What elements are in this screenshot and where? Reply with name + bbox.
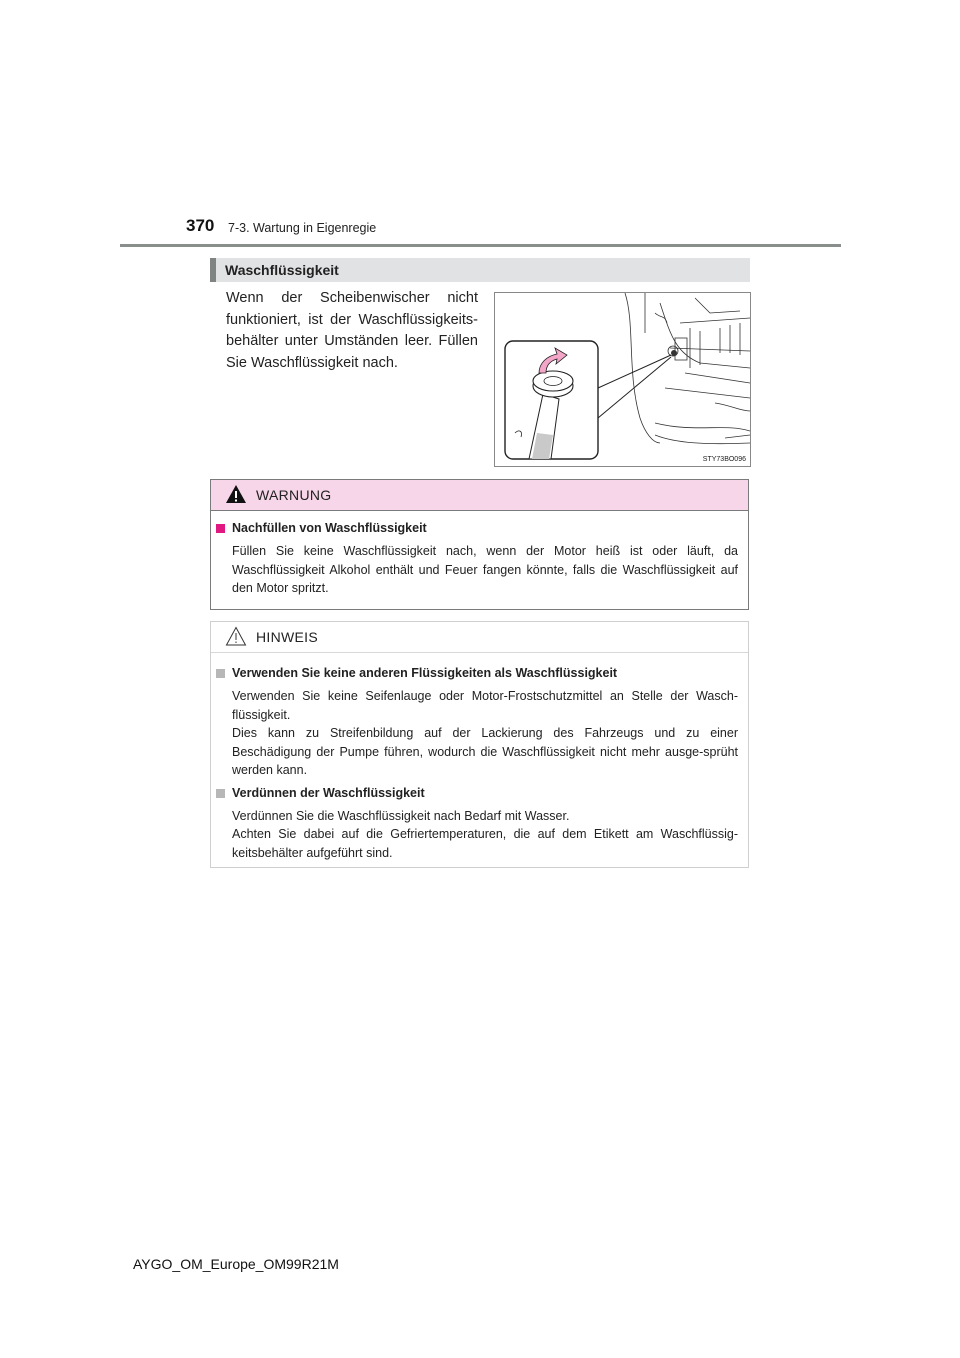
section-heading-accent	[210, 258, 216, 282]
caution-triangle-outline-icon	[225, 625, 247, 647]
square-bullet-icon	[216, 524, 225, 533]
washer-reservoir-illustration	[494, 292, 751, 467]
section-reference: 7-3. Wartung in Eigenregie	[228, 221, 377, 235]
notice-item-title-text: Verwenden Sie keine anderen Flüssigkeiten als Waschflüssigkeit	[232, 666, 618, 680]
page-number: 370	[186, 216, 215, 235]
figure-code: STY73BO096	[702, 456, 746, 463]
notice-item-title	[214, 786, 748, 803]
notice-label: HINWEIS	[256, 629, 318, 645]
notice-body	[211, 666, 748, 862]
warning-label: WARNUNG	[256, 487, 332, 503]
warning-item-title-text: Nachfüllen von Waschflüssigkeit	[232, 521, 427, 535]
notice-item-text: Verwenden Sie keine Seifenlauge oder Motor-Frostschutzmittel an Stelle der Wasch-flüssigkeit.	[232, 689, 738, 722]
notice-header	[211, 622, 748, 653]
notice-item-title	[214, 666, 748, 683]
square-bullet-icon	[216, 669, 225, 678]
notice-item-title-text: Verdünnen der Waschflüssigkeit	[232, 785, 425, 800]
warning-box	[210, 479, 749, 610]
intro-paragraph: Wenn der Scheibenwischer nicht funktioniert, ist der Waschflüssigkeits-behälter unter Umständen leer. Füllen Sie Waschflüssigkeit nach.	[226, 290, 478, 371]
warning-item-text: Füllen Sie keine Waschflüssigkeit nach, wenn der Motor heiß ist oder läuft, da Waschflüssigkeit Alkohol enthält und Feuer fangen könnte, falls die Waschflüssigkeit auf den Motor spritzt.	[232, 544, 738, 595]
warning-triangle-icon	[225, 483, 247, 505]
warning-item-title	[214, 521, 748, 538]
engine-bay-drawing	[495, 293, 750, 466]
section-title: Waschflüssigkeit	[225, 262, 339, 278]
header-divider	[120, 244, 841, 247]
notice-box	[210, 621, 749, 868]
square-bullet-icon	[216, 789, 225, 798]
notice-item-text: Dies kann zu Streifenbildung auf der Lackierung des Fahrzeugs und zu einer Beschädigung der Pumpe führen, wodurch die Waschflüssigkeit nicht mehr ausge-sprüht werden kann.	[232, 726, 738, 777]
warning-body	[211, 521, 748, 598]
section-heading-bar	[210, 258, 750, 282]
warning-header	[211, 480, 748, 511]
notice-item-text: Achten Sie dabei auf die Gefriertemperaturen, die auf dem Etikett am Waschflüssig-keitsbehälter aufgeführt sind.	[232, 827, 738, 860]
document-id: AYGO_OM_Europe_OM99R21M	[133, 1256, 339, 1272]
notice-item-text: Verdünnen Sie die Waschflüssigkeit nach Bedarf mit Wasser.	[232, 808, 570, 823]
